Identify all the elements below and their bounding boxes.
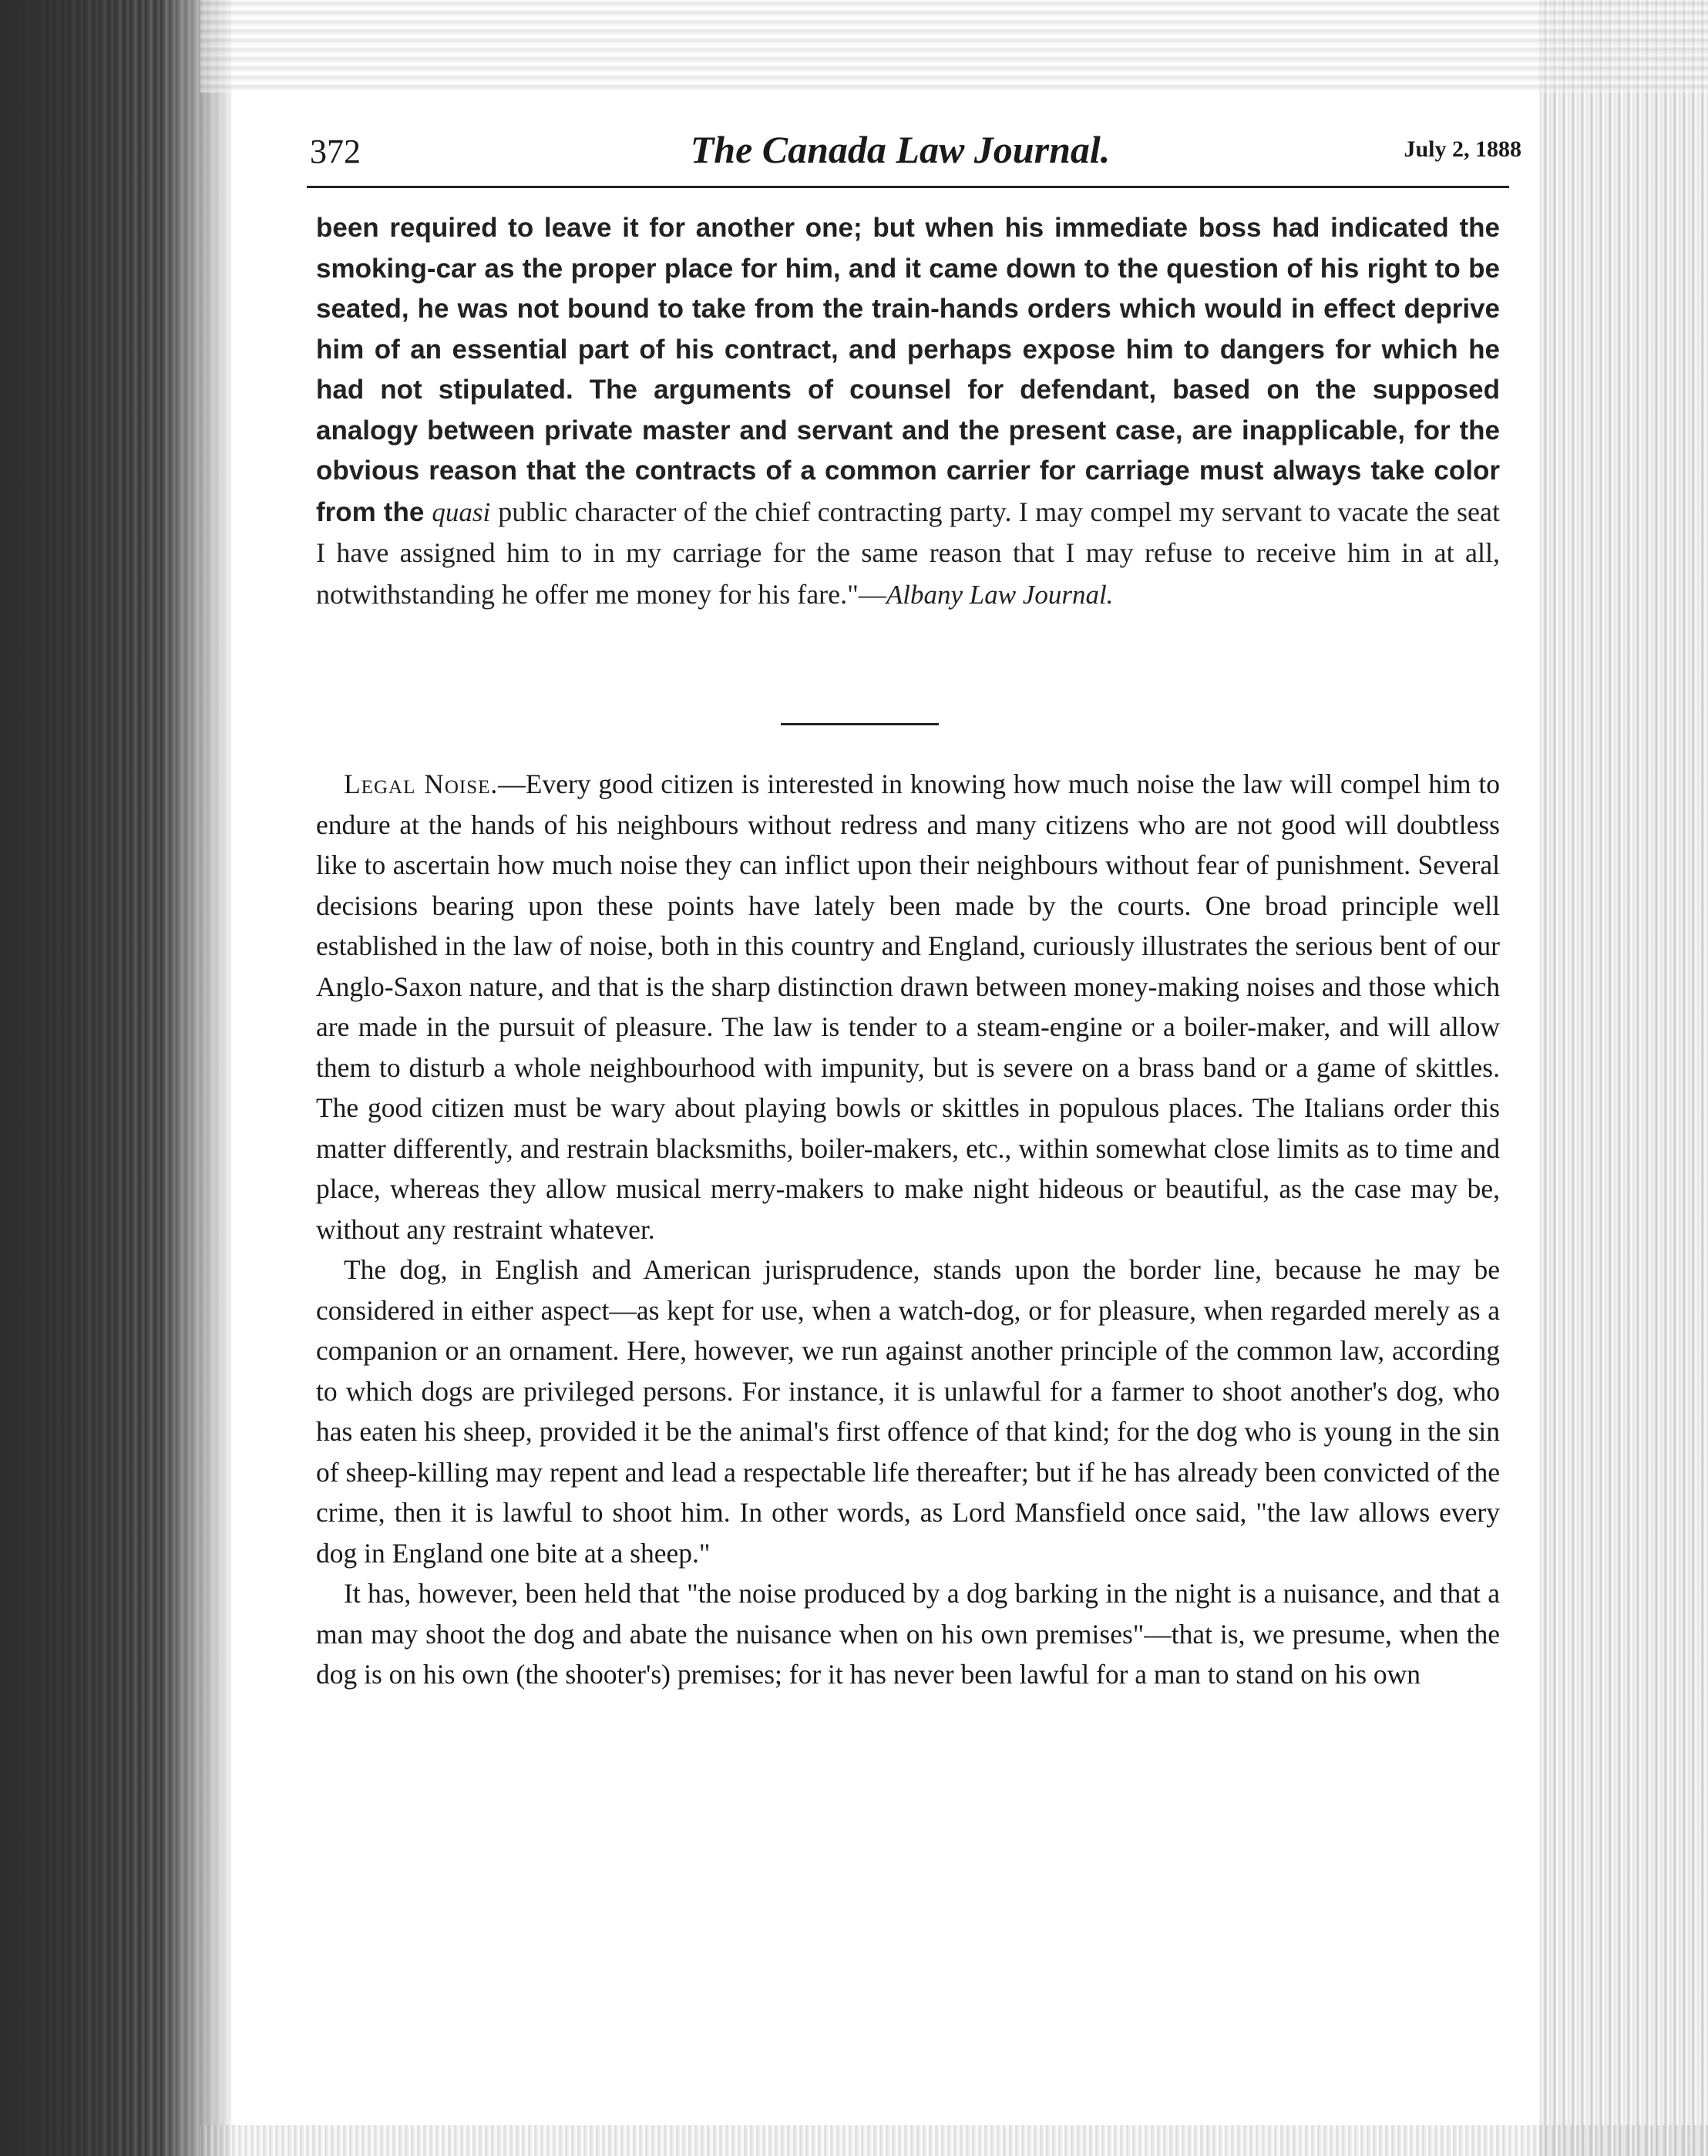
legal-noise-heading: Legal Noise.: [344, 769, 499, 799]
legal-noise-text-1: —Every good citizen is interested in knowing how much noise the law will compel him to endure at the hands of his neighbours without redress and many citizens who are not good will doubtless like to ascertain how much noise they can inflict upon their neighbours without fear of punishment. Several decisions bearing upon these points have lately been made by the courts. One broad principle well established in the law of noise, both in this country and England, curiously illustrates the serious bent of our Anglo-Saxon nature, and that is the sharp distinction drawn between money-making noises and those which are made in the pursuit of pleasure. The law is tender to a steam-engine or a boiler-maker, and will allow them to disturb a whole neighbourhood with impunity, but is severe on a brass band or a game of skittles. The good citizen must be wary about playing bowls or skittles in populous places. The Italians order this matter differently, and restrain blacksmiths, boiler-makers, etc., within somewhat close limits as to time and place, whereas they allow musical merry-makers to make night hideous or beautiful, as the case may be, without any restraint whatever.: [316, 769, 1500, 1245]
page-edge-top: [200, 0, 1708, 92]
header-date: July 2, 1888: [1404, 136, 1521, 162]
continued-article-paragraph: [316, 208, 1500, 615]
header-rule: [307, 186, 1509, 188]
legal-noise-article: [316, 764, 1500, 1695]
page-edge-right: [1538, 0, 1708, 2156]
legal-noise-paragraph-2: The dog, in English and American jurisprudence, stands upon the border line, because he may be considered in either aspect—as kept for use, when a watch-dog, or for pleasure, when regarded merely as a companion or an ornament. Here, however, we run against another principle of the common law, according to which dogs are privileged persons. For instance, it is unlawful for a farmer to shoot another's dog, who has eaten his sheep, provided it be the animal's first offence of that kind; for the dog who is young in the sin of sheep-killing may repent and lead a respectable life thereafter; but if he has already been convicted of the crime, then it is lawful to shoot him. In other words, as Lord Mansfield once said, "the law allows every dog in England one bite at a sheep.": [316, 1254, 1500, 1569]
page-edge-bottom: [200, 2125, 1708, 2156]
continued-article-text: been required to leave it for another one; but when his immediate boss had indicated the smoking-car as the proper place for him, and it came down to the question of his right to be seated, he was not bound to take from the train-hands orders which would in effect deprive him of an essential part of his contract, and perhaps expose him to dangers for which he had not stipulated. The arguments of counsel for defendant, based on the supposed analogy between private master and servant and the present case, are inapplicable, for the obvious reason that the contracts of a common carrier for carriage must always take color from the: [316, 213, 1500, 527]
quasi-word: quasi: [432, 496, 491, 527]
book-gutter-left: [0, 0, 231, 2156]
article-source: Albany Law Journal.: [886, 579, 1114, 610]
running-header: [299, 127, 1521, 189]
section-separator: [781, 723, 939, 725]
journal-title: The Canada Law Journal.: [690, 128, 1111, 171]
page-number: 372: [310, 133, 361, 170]
legal-noise-paragraph-1: [316, 764, 1500, 1250]
continued-article-tail: public character of the chief contracting party. I may compel my servant to vacate the seat I have assigned him to in my carriage for the same reason that I may refuse to receive him in at all, notwithstanding he offer me money for his fare."—: [316, 496, 1500, 610]
document-page: [299, 127, 1521, 1690]
legal-noise-paragraph-3: It has, however, been held that "the noise produced by a dog barking in the night is a nuisance, and that a man may shoot the dog and abate the nuisance when on his own premises"—that is, we presume, when the dog is on his own (the shooter's) premises; for it has never been lawful for a man to stand on his own: [316, 1578, 1500, 1690]
